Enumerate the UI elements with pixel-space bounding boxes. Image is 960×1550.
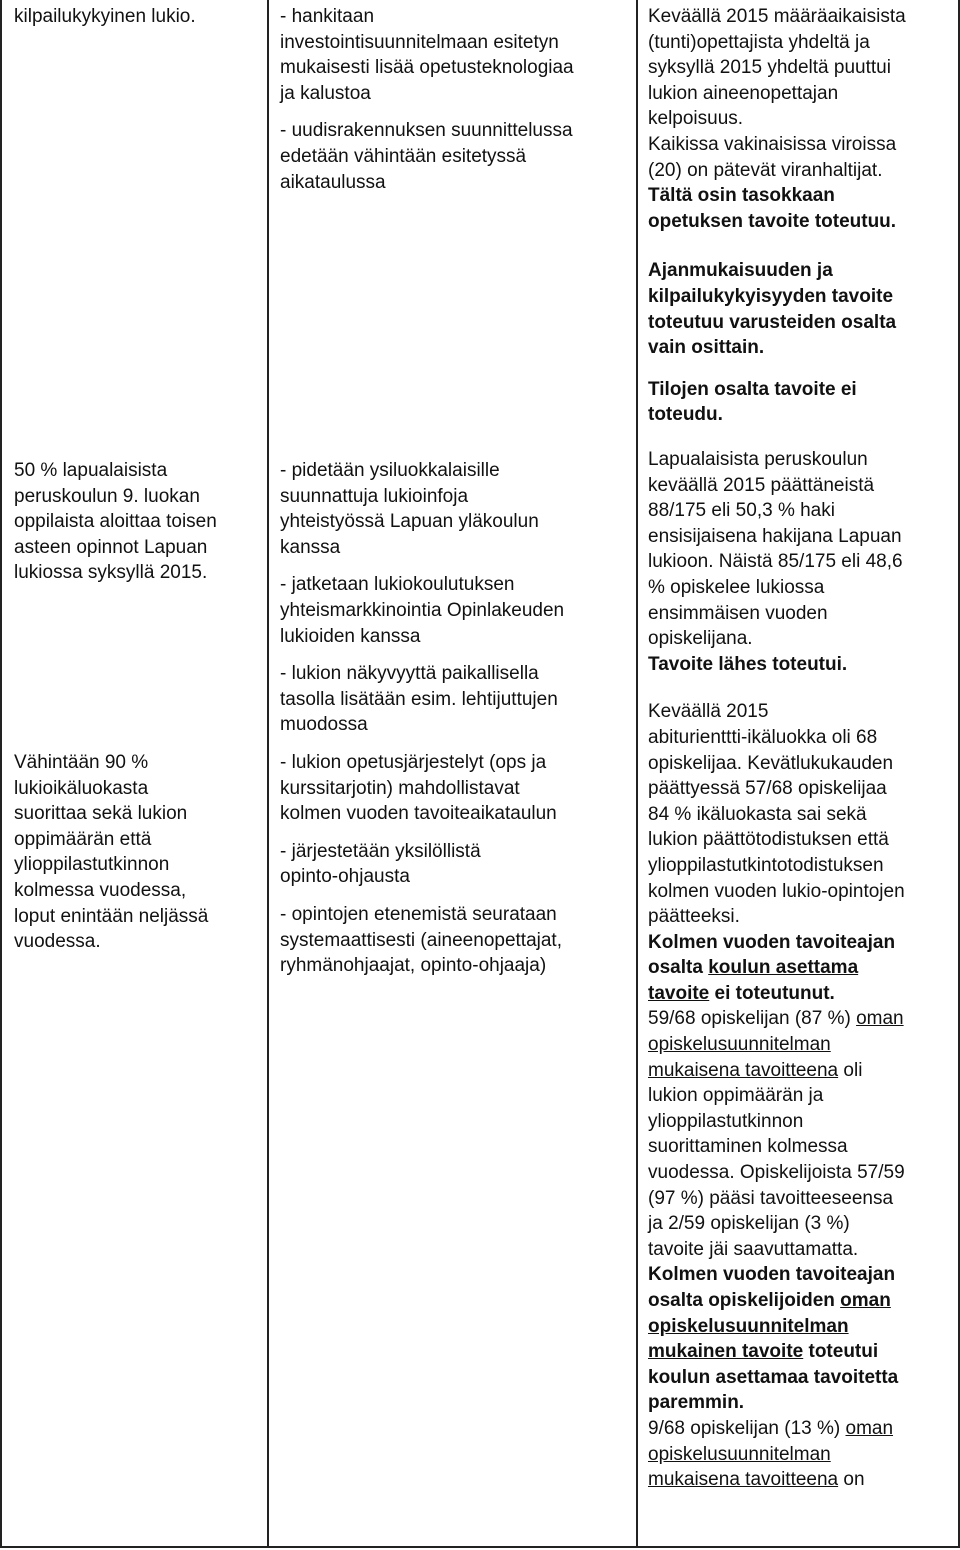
measure-item: - järjestetään yksilöllistä opinto-ohjausta (280, 840, 481, 888)
measure-item: - uudisrakennuksen suunnittelussa edetään vähintään esitetyssä aikataulussa (280, 120, 573, 193)
row2-goal-cell-2 (14, 750, 256, 955)
goal-text: kilpailukykyinen lukio. (14, 6, 196, 27)
table-column-divider-1 (267, 0, 269, 1548)
evaluation-conclusion: Kolmen vuoden tavoiteajan osalta koulun asettama tavoite ei toteutunut. (648, 931, 896, 1004)
table-left-border (0, 0, 2, 1548)
measure-item: - pidetään ysiluokkalaisille suunnattuja lukioinfoja yhteistyössä Lapuan yläkoulun kanssa (280, 460, 539, 558)
measure-item: - lukion näkyvyyttä paikallisella tasolla lisätään esim. lehtijuttujen muodossa (280, 663, 558, 736)
row2-evaluation-cell (648, 447, 948, 1493)
table-column-divider-2 (636, 0, 638, 1548)
evaluation-conclusion: Tältä osin tasokkaan opetuksen tavoite toteutuu. (648, 185, 897, 232)
row2-measures-cell (280, 458, 630, 979)
row2-goal-cell (14, 458, 256, 586)
row1-goal-cell (14, 4, 256, 30)
table-bottom-border (0, 1546, 960, 1548)
evaluation-conclusion: Kolmen vuoden tavoiteajan osalta opiskelijoiden oman opiskelusuunnitelman mukainen tavoite toteutui koulun asettamaa tavoitetta paremmin. (648, 1264, 899, 1414)
goal-text: 50 % lapualaisista peruskoulun 9. luokan oppilaista aloittaa toisen asteen opinnot Lapuan lukiossa syksyllä 2015. (14, 460, 217, 584)
measure-item: - opintojen etenemistä seurataan systemaattisesti (aineenopettajat, ryhmänohjaajat, opinto-ohjaaja) (280, 903, 562, 977)
evaluation-text: Lapualaisista peruskoulun keväällä 2015 päättäneistä 88/175 eli 50,3 % haki ensisijaisena hakijana Lapuan lukioon. Näistä 85/175 eli 48,6 % opiskelee lukiossa ensimmäisen vuoden opiskelijana. (648, 449, 903, 650)
evaluation-text: Keväällä 2015 määräaikaisista (tunti)opettajista yhdeltä ja syksyllä 2015 yhdeltä puuttui lukion aineenopettajan kelpoisuus. Kaikissa vakinaisissa viroissa (20) on pätevät viranhaltijat. (648, 6, 906, 181)
measure-item: - lukion opetusjärjestelyt (ops ja kurssitarjotin) mahdollistavat kolmen vuoden tavoiteaikataulun (280, 751, 557, 825)
evaluation-conclusion: Tilojen osalta tavoite ei toteudu. (648, 378, 857, 426)
evaluation-conclusion: Tavoite lähes toteutui. (648, 653, 848, 675)
goal-text: Vähintään 90 % lukioikäluokasta suorittaa sekä lukion oppimäärän että ylioppilastutkinnon kolmessa vuodessa, loput enintään neljässä vuodessa. (14, 752, 209, 953)
evaluation-text: 9/68 opiskelijan (13 %) oman opiskelusuunnitelman mukaisena tavoitteena on (648, 1417, 894, 1491)
row1-measures-cell (280, 4, 630, 195)
row1-evaluation-cell (648, 4, 948, 428)
evaluation-text: 59/68 opiskelijan (87 %) oman opiskelusuunnitelman mukaisena tavoitteena oli lukion oppimäärän ja ylioppilastutkinnon suorittaminen kolmessa vuodessa. Opiskelijoista 57/59 (97 %) pääsi tavoitteeseensa ja 2/59 opiskelijan (3 %) tavoite jäi saavuttamatta. (648, 1008, 905, 1260)
evaluation-conclusion: Ajanmukaisuuden ja kilpailukykyisyyden tavoite toteutuu varusteiden osalta vain osittain. (648, 260, 897, 359)
measure-item: - hankitaan investointisuunnitelmaan esitetyn mukaisesti lisää opetusteknologiaa ja kalustoa (280, 6, 574, 104)
measure-item: - jatketaan lukiokoulutuksen yhteismarkkinointia Opinlakeuden lukioiden kanssa (280, 574, 565, 647)
evaluation-text: Keväällä 2015 abiturienttti-ikäluokka oli 68 opiskelijaa. Kevätlukukauden päättyessä 57/68 opiskelijaa 84 % ikäluokasta sai sekä lukion päättötodistuksen että ylioppilastutkintotodistuksen kolmen vuoden lukio-opintojen päätteeksi. (648, 701, 905, 928)
